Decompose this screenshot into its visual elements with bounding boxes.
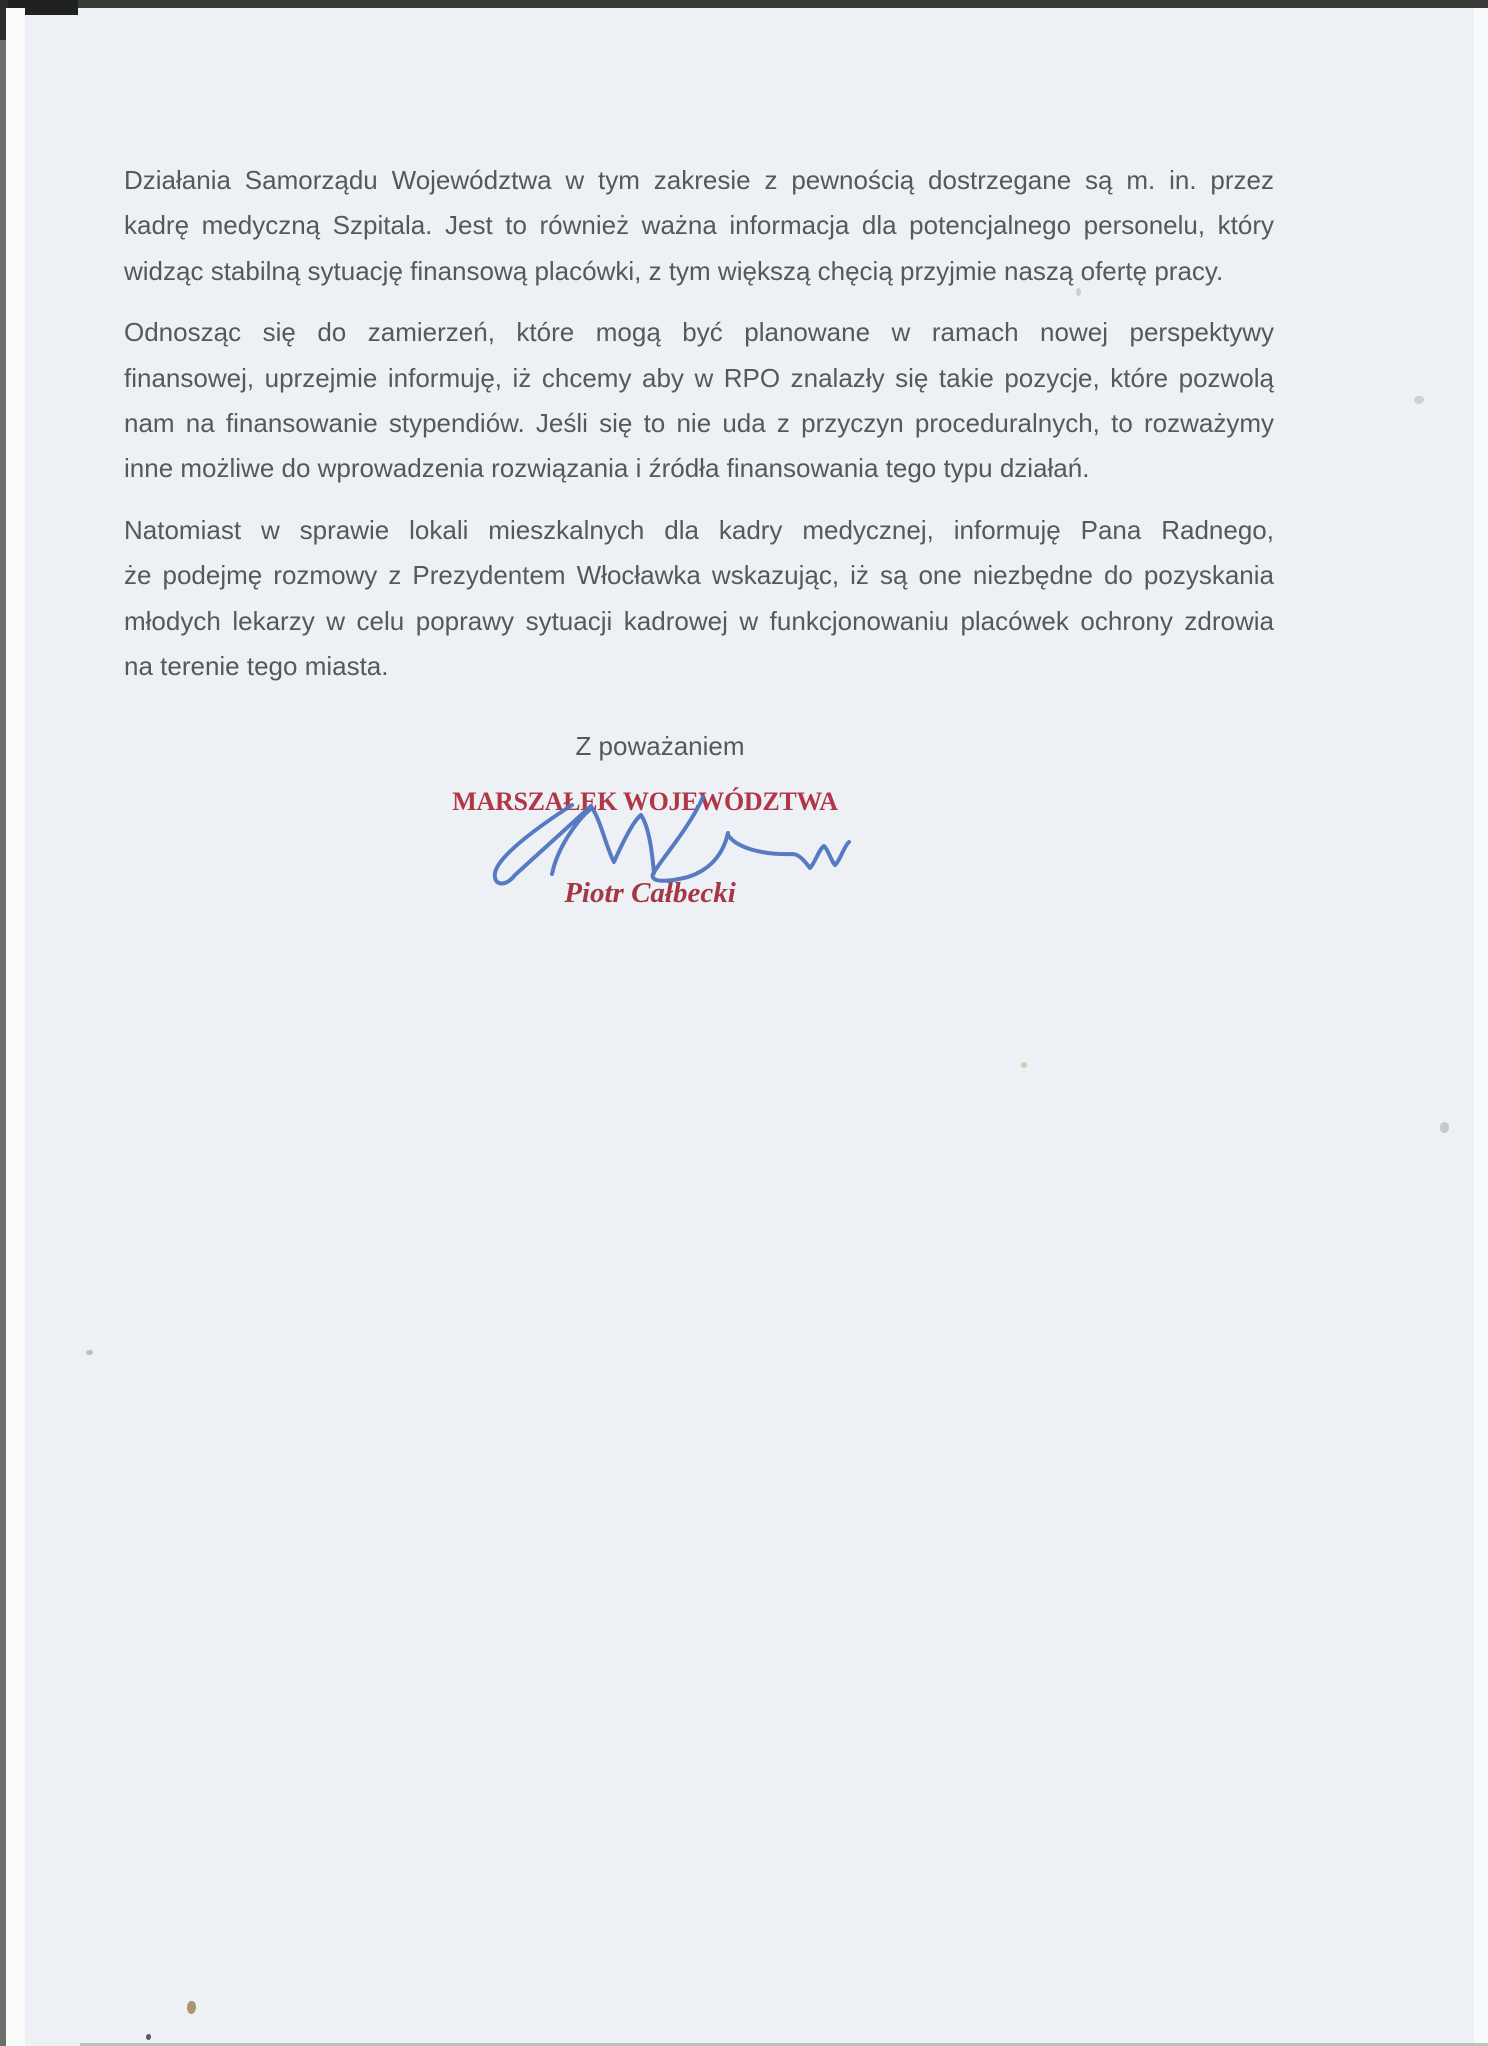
letter-body: [124, 158, 1274, 705]
scan-speck: [1414, 396, 1424, 404]
paragraph-1-line: widząc stabilną sytuację finansową placówki, z tym większą chęcią przyjmie naszą ofertę pracy.: [124, 255, 1224, 286]
scan-speck: [187, 2001, 196, 2014]
scan-speck: [86, 1350, 93, 1355]
paragraph-3-line: Natomiast w sprawie lokali mieszkalnych dla kadry medycznej, informuję Pana Radnego,: [124, 514, 1274, 545]
paragraph-1: [124, 158, 1274, 294]
scan-speck: [1440, 1122, 1449, 1133]
paragraph-3-line: że podejmę rozmowy z Prezydentem Włocławka wskazując, iż są one niezbędne do pozyskania: [124, 560, 1274, 591]
scan-speck: [1021, 1062, 1027, 1068]
paragraph-2-line: inne możliwe do wprowadzenia rozwiązania i źródła finansowania tego typu działań.: [124, 453, 1090, 484]
paragraph-1-line: kadrę medyczną Szpitala. Jest to również ważna informacja dla potencjalnego personelu, który: [124, 210, 1274, 241]
paragraph-3-line: młodych lekarzy w celu poprawy sytuacji kadrowej w funkcjonowaniu placówek ochrony zdrowia: [124, 605, 1274, 636]
scan-speck: [146, 2034, 151, 2040]
scan-edge-top: [0, 0, 1488, 8]
paragraph-2: [124, 310, 1274, 492]
paragraph-2-line: finansowej, uprzejmie informuję, iż chcemy aby w RPO znalazły się takie pozycje, które pozwolą: [124, 362, 1274, 393]
paragraph-3: [124, 508, 1274, 690]
paper-edge-right: [1474, 8, 1488, 2046]
handwritten-signature-ink: [440, 775, 860, 925]
paper-edge-left: [6, 8, 25, 2046]
paragraph-2-line: nam na finansowanie stypendiów. Jeśli się to nie uda z przyczyn proceduralnych, to rozważymy: [124, 408, 1274, 439]
closing-phrase: Z poważaniem: [575, 731, 745, 761]
paragraph-3-line: na terenie tego miasta.: [124, 651, 389, 682]
paragraph-1-line: Działania Samorządu Województwa w tym zakresie z pewnością dostrzegane są m. in. przez: [124, 165, 1274, 195]
signer-title-stamp: MARSZAŁEK WOJEWÓDZTWA: [452, 787, 838, 816]
signer-name: Piotr Całbecki: [564, 877, 736, 909]
paragraph-2-line: Odnosząc się do zamierzeń, które mogą być planowane w ramach nowej perspektywy: [124, 317, 1274, 348]
